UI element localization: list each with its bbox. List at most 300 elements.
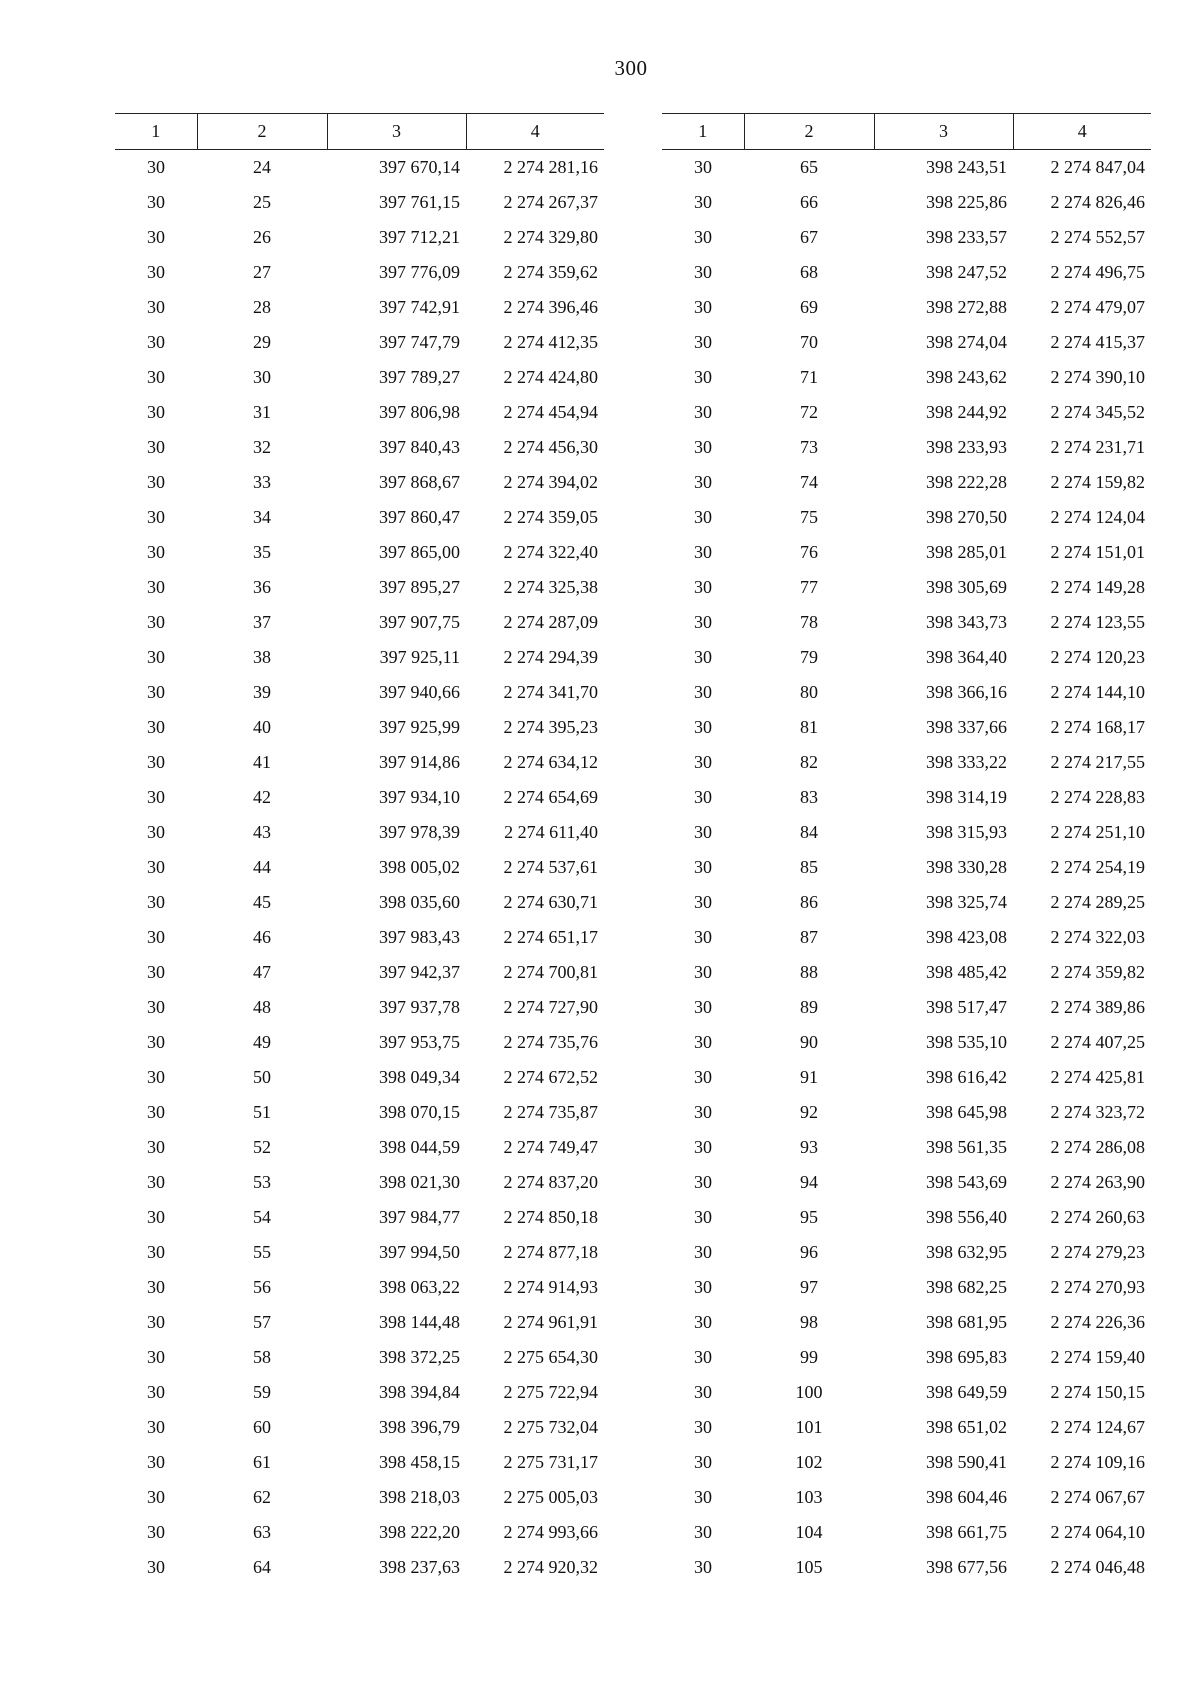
table-row <box>662 1305 1151 1340</box>
table-row <box>115 640 604 675</box>
cell-col-2: 30 <box>253 367 271 387</box>
cell-col-3: 397 934,10 <box>379 787 460 807</box>
header-row <box>662 114 1151 150</box>
table-body-right <box>662 150 1151 1586</box>
cell-col-4: 2 274 159,82 <box>1050 472 1145 492</box>
cell-col-1: 30 <box>694 507 712 527</box>
table-row <box>115 850 604 885</box>
cell-col-2: 24 <box>253 157 271 177</box>
cell-col-1: 30 <box>147 647 165 667</box>
cell-col-3: 398 225,86 <box>926 192 1007 212</box>
cell-col-2: 60 <box>253 1417 271 1437</box>
cell-col-3: 397 776,09 <box>379 262 460 282</box>
column-header-1: 1 <box>662 114 744 150</box>
cell-col-1: 30 <box>694 822 712 842</box>
table-row <box>115 465 604 500</box>
cell-col-3: 398 458,15 <box>379 1452 460 1472</box>
table-row <box>115 1375 604 1410</box>
cell-col-3: 398 556,40 <box>926 1207 1007 1227</box>
cell-col-2: 104 <box>795 1522 823 1542</box>
cell-col-4: 2 274 611,40 <box>504 822 598 842</box>
cell-col-4: 2 274 124,04 <box>1050 507 1145 527</box>
cell-col-3: 397 978,39 <box>379 822 460 842</box>
cell-col-3: 397 865,00 <box>379 542 460 562</box>
cell-col-2: 100 <box>795 1382 823 1402</box>
cell-col-2: 92 <box>800 1102 818 1122</box>
cell-col-1: 30 <box>147 612 165 632</box>
cell-col-3: 398 661,75 <box>926 1522 1007 1542</box>
cell-col-2: 65 <box>800 157 818 177</box>
cell-col-3: 397 983,43 <box>379 927 460 947</box>
cell-col-4: 2 274 920,32 <box>503 1557 598 1577</box>
cell-col-4: 2 274 672,52 <box>503 1067 598 1087</box>
cell-col-4: 2 274 993,66 <box>503 1522 598 1542</box>
table-row <box>662 1095 1151 1130</box>
cell-col-4: 2 274 456,30 <box>503 437 598 457</box>
cell-col-3: 398 243,62 <box>926 367 1007 387</box>
cell-col-2: 90 <box>800 1032 818 1052</box>
table-row <box>662 1340 1151 1375</box>
cell-col-2: 59 <box>253 1382 271 1402</box>
table-row <box>115 1480 604 1515</box>
table-row <box>115 710 604 745</box>
cell-col-4: 2 274 217,55 <box>1050 752 1145 772</box>
cell-col-1: 30 <box>694 332 712 352</box>
cell-col-4: 2 274 425,81 <box>1050 1067 1145 1087</box>
table-row <box>662 500 1151 535</box>
cell-col-3: 398 005,02 <box>379 857 460 877</box>
cell-col-4: 2 274 294,39 <box>503 647 598 667</box>
cell-col-1: 30 <box>694 297 712 317</box>
cell-col-3: 397 940,66 <box>379 682 460 702</box>
cell-col-4: 2 274 109,16 <box>1050 1452 1145 1472</box>
cell-col-3: 398 044,59 <box>379 1137 460 1157</box>
cell-col-3: 397 895,27 <box>379 577 460 597</box>
cell-col-2: 62 <box>253 1487 271 1507</box>
header-row <box>115 114 604 150</box>
table-row <box>662 1515 1151 1550</box>
table-row <box>115 1305 604 1340</box>
cell-col-3: 398 285,01 <box>926 542 1007 562</box>
cell-col-3: 398 396,79 <box>379 1417 460 1437</box>
cell-col-3: 397 925,11 <box>379 647 460 667</box>
cell-col-2: 69 <box>800 297 818 317</box>
table-row <box>115 1410 604 1445</box>
cell-col-1: 30 <box>147 1277 165 1297</box>
cell-col-1: 30 <box>694 1137 712 1157</box>
cell-col-4: 2 274 286,08 <box>1050 1137 1145 1157</box>
cell-col-4: 2 274 407,25 <box>1050 1032 1145 1052</box>
cell-col-4: 2 274 630,71 <box>503 892 598 912</box>
table-row <box>662 290 1151 325</box>
table-row <box>115 1550 604 1585</box>
cell-col-1: 30 <box>694 437 712 457</box>
cell-col-2: 82 <box>800 752 818 772</box>
cell-col-1: 30 <box>147 507 165 527</box>
table-row <box>115 1515 604 1550</box>
cell-col-1: 30 <box>694 1487 712 1507</box>
cell-col-1: 30 <box>694 157 712 177</box>
table-row <box>662 640 1151 675</box>
cell-col-1: 30 <box>147 577 165 597</box>
table-row <box>115 1095 604 1130</box>
table-row <box>115 535 604 570</box>
cell-col-4: 2 275 654,30 <box>503 1347 598 1367</box>
cell-col-2: 56 <box>253 1277 271 1297</box>
cell-col-4: 2 274 651,17 <box>503 927 598 947</box>
table-row <box>662 780 1151 815</box>
cell-col-2: 25 <box>253 192 271 212</box>
table-row <box>662 990 1151 1025</box>
cell-col-3: 398 237,63 <box>379 1557 460 1577</box>
table-row <box>115 815 604 850</box>
cell-col-4: 2 274 263,90 <box>1050 1172 1145 1192</box>
cell-col-2: 57 <box>253 1312 271 1332</box>
cell-col-1: 30 <box>147 682 165 702</box>
cell-col-2: 81 <box>800 717 818 737</box>
cell-col-2: 91 <box>800 1067 818 1087</box>
table-row <box>115 920 604 955</box>
cell-col-1: 30 <box>147 437 165 457</box>
cell-col-2: 101 <box>795 1417 823 1437</box>
cell-col-1: 30 <box>694 1277 712 1297</box>
table-row <box>115 1130 604 1165</box>
cell-col-3: 397 742,91 <box>379 297 460 317</box>
cell-col-3: 398 651,02 <box>926 1417 1007 1437</box>
cell-col-1: 30 <box>147 1067 165 1087</box>
cell-col-4: 2 275 005,03 <box>503 1487 598 1507</box>
cell-col-2: 48 <box>253 997 271 1017</box>
cell-col-3: 398 222,20 <box>379 1522 460 1542</box>
cell-col-4: 2 274 847,04 <box>1050 157 1145 177</box>
cell-col-2: 84 <box>800 822 818 842</box>
table-row <box>662 1445 1151 1480</box>
table-row <box>662 465 1151 500</box>
cell-col-4: 2 274 877,18 <box>503 1242 598 1262</box>
cell-col-3: 398 272,88 <box>926 297 1007 317</box>
cell-col-2: 55 <box>253 1242 271 1262</box>
cell-col-2: 99 <box>800 1347 818 1367</box>
cell-col-1: 30 <box>694 892 712 912</box>
column-header-4: 4 <box>466 114 604 150</box>
cell-col-2: 31 <box>253 402 271 422</box>
cell-col-4: 2 274 329,80 <box>503 227 598 247</box>
table-row <box>662 1410 1151 1445</box>
cell-col-3: 398 315,93 <box>926 822 1007 842</box>
table-row <box>662 850 1151 885</box>
table-row <box>115 570 604 605</box>
table-row <box>115 1235 604 1270</box>
cell-col-2: 97 <box>800 1277 818 1297</box>
cell-col-1: 30 <box>694 1452 712 1472</box>
table-row <box>662 185 1151 220</box>
cell-col-3: 398 695,83 <box>926 1347 1007 1367</box>
cell-col-4: 2 274 837,20 <box>503 1172 598 1192</box>
cell-col-2: 38 <box>253 647 271 667</box>
cell-col-2: 67 <box>800 227 818 247</box>
cell-col-1: 30 <box>147 262 165 282</box>
table-row <box>115 1165 604 1200</box>
cell-col-1: 30 <box>147 927 165 947</box>
cell-col-2: 47 <box>253 962 271 982</box>
cell-col-2: 44 <box>253 857 271 877</box>
cell-col-2: 63 <box>253 1522 271 1542</box>
table-row <box>662 1480 1151 1515</box>
cell-col-1: 30 <box>694 752 712 772</box>
cell-col-4: 2 274 727,90 <box>503 997 598 1017</box>
cell-col-3: 398 682,25 <box>926 1277 1007 1297</box>
cell-col-3: 398 233,57 <box>926 227 1007 247</box>
cell-col-1: 30 <box>147 1452 165 1472</box>
cell-col-4: 2 274 123,55 <box>1050 612 1145 632</box>
cell-col-4: 2 274 961,91 <box>503 1312 598 1332</box>
table-row <box>662 535 1151 570</box>
cell-col-3: 398 372,25 <box>379 1347 460 1367</box>
cell-col-2: 54 <box>253 1207 271 1227</box>
cell-col-1: 30 <box>147 1172 165 1192</box>
table-row <box>115 1200 604 1235</box>
cell-col-3: 397 840,43 <box>379 437 460 457</box>
cell-col-2: 78 <box>800 612 818 632</box>
cell-col-3: 398 645,98 <box>926 1102 1007 1122</box>
cell-col-1: 30 <box>694 1347 712 1367</box>
cell-col-2: 35 <box>253 542 271 562</box>
table-row <box>662 1270 1151 1305</box>
cell-col-3: 397 907,75 <box>379 612 460 632</box>
cell-col-2: 36 <box>253 577 271 597</box>
cell-col-2: 87 <box>800 927 818 947</box>
table-row <box>662 1130 1151 1165</box>
cell-col-2: 88 <box>800 962 818 982</box>
cell-col-2: 58 <box>253 1347 271 1367</box>
cell-col-4: 2 274 150,15 <box>1050 1382 1145 1402</box>
table-row <box>662 1550 1151 1585</box>
cell-col-4: 2 274 322,40 <box>503 542 598 562</box>
cell-col-3: 398 314,19 <box>926 787 1007 807</box>
cell-col-4: 2 275 732,04 <box>503 1417 598 1437</box>
column-header-1: 1 <box>115 114 197 150</box>
cell-col-2: 103 <box>795 1487 823 1507</box>
table-row <box>662 430 1151 465</box>
cell-col-2: 96 <box>800 1242 818 1262</box>
cell-col-2: 79 <box>800 647 818 667</box>
cell-col-1: 30 <box>147 1522 165 1542</box>
cell-col-3: 398 517,47 <box>926 997 1007 1017</box>
cell-col-3: 398 649,59 <box>926 1382 1007 1402</box>
cell-col-2: 42 <box>253 787 271 807</box>
table-row <box>662 150 1151 186</box>
cell-col-4: 2 274 260,63 <box>1050 1207 1145 1227</box>
cell-col-3: 398 247,52 <box>926 262 1007 282</box>
cell-col-1: 30 <box>147 787 165 807</box>
cell-col-1: 30 <box>147 542 165 562</box>
cell-col-1: 30 <box>147 1382 165 1402</box>
table-row <box>115 290 604 325</box>
cell-col-3: 398 305,69 <box>926 577 1007 597</box>
cell-col-3: 398 270,50 <box>926 507 1007 527</box>
table-row <box>662 360 1151 395</box>
cell-col-2: 76 <box>800 542 818 562</box>
cell-col-4: 2 274 325,38 <box>503 577 598 597</box>
cell-col-4: 2 275 731,17 <box>503 1452 598 1472</box>
cell-col-3: 397 953,75 <box>379 1032 460 1052</box>
cell-col-1: 30 <box>694 1102 712 1122</box>
cell-col-1: 30 <box>147 1417 165 1437</box>
cell-col-1: 30 <box>147 1557 165 1577</box>
cell-col-3: 398 543,69 <box>926 1172 1007 1192</box>
table-row <box>115 325 604 360</box>
cell-col-4: 2 274 394,02 <box>503 472 598 492</box>
column-header-2: 2 <box>744 114 874 150</box>
coordinates-table-left <box>115 113 604 1585</box>
cell-col-4: 2 274 159,40 <box>1050 1347 1145 1367</box>
cell-col-1: 30 <box>147 332 165 352</box>
cell-col-4: 2 275 722,94 <box>503 1382 598 1402</box>
cell-col-3: 397 789,27 <box>379 367 460 387</box>
cell-col-2: 70 <box>800 332 818 352</box>
cell-col-4: 2 274 323,72 <box>1050 1102 1145 1122</box>
cell-col-2: 29 <box>253 332 271 352</box>
table-row <box>115 220 604 255</box>
cell-col-4: 2 274 279,23 <box>1050 1242 1145 1262</box>
cell-col-4: 2 274 067,67 <box>1050 1487 1145 1507</box>
cell-col-4: 2 274 735,76 <box>503 1032 598 1052</box>
cell-col-1: 30 <box>694 612 712 632</box>
cell-col-4: 2 274 424,80 <box>503 367 598 387</box>
cell-col-1: 30 <box>694 1032 712 1052</box>
cell-col-4: 2 274 270,93 <box>1050 1277 1145 1297</box>
cell-col-2: 41 <box>253 752 271 772</box>
table-row <box>115 360 604 395</box>
cell-col-2: 74 <box>800 472 818 492</box>
cell-col-4: 2 274 496,75 <box>1050 262 1145 282</box>
cell-col-4: 2 274 700,81 <box>503 962 598 982</box>
cell-col-2: 64 <box>253 1557 271 1577</box>
table-row <box>662 1200 1151 1235</box>
cell-col-4: 2 274 454,94 <box>503 402 598 422</box>
cell-col-2: 86 <box>800 892 818 912</box>
cell-col-1: 30 <box>694 857 712 877</box>
cell-col-4: 2 274 826,46 <box>1050 192 1145 212</box>
cell-col-2: 98 <box>800 1312 818 1332</box>
cell-col-1: 30 <box>147 1347 165 1367</box>
cell-col-1: 30 <box>694 997 712 1017</box>
cell-col-1: 30 <box>694 1417 712 1437</box>
table-row <box>662 955 1151 990</box>
table-row <box>115 500 604 535</box>
cell-col-1: 30 <box>694 1172 712 1192</box>
cell-col-4: 2 274 345,52 <box>1050 402 1145 422</box>
cell-col-2: 83 <box>800 787 818 807</box>
cell-col-1: 30 <box>694 927 712 947</box>
cell-col-3: 398 604,46 <box>926 1487 1007 1507</box>
cell-col-2: 33 <box>253 472 271 492</box>
cell-col-2: 102 <box>795 1452 823 1472</box>
table-row <box>662 570 1151 605</box>
cell-col-2: 45 <box>253 892 271 912</box>
cell-col-1: 30 <box>694 402 712 422</box>
cell-col-2: 95 <box>800 1207 818 1227</box>
table-row <box>662 255 1151 290</box>
cell-col-2: 37 <box>253 612 271 632</box>
cell-col-3: 398 632,95 <box>926 1242 1007 1262</box>
cell-col-3: 398 274,04 <box>926 332 1007 352</box>
cell-col-1: 30 <box>694 1207 712 1227</box>
cell-col-1: 30 <box>147 892 165 912</box>
cell-col-4: 2 274 537,61 <box>503 857 598 877</box>
cell-col-1: 30 <box>147 227 165 247</box>
table-row <box>115 675 604 710</box>
table-row <box>662 745 1151 780</box>
cell-col-3: 398 222,28 <box>926 472 1007 492</box>
cell-col-2: 71 <box>800 367 818 387</box>
cell-col-2: 27 <box>253 262 271 282</box>
cell-col-4: 2 274 254,19 <box>1050 857 1145 877</box>
cell-col-3: 397 994,50 <box>379 1242 460 1262</box>
cell-col-1: 30 <box>694 647 712 667</box>
cell-col-4: 2 274 064,10 <box>1050 1522 1145 1542</box>
cell-col-1: 30 <box>147 1102 165 1122</box>
cell-col-3: 397 942,37 <box>379 962 460 982</box>
cell-col-3: 397 925,99 <box>379 717 460 737</box>
coordinates-table-right <box>662 113 1151 1585</box>
cell-col-4: 2 274 267,37 <box>503 192 598 212</box>
cell-col-1: 30 <box>694 1522 712 1542</box>
cell-col-2: 94 <box>800 1172 818 1192</box>
cell-col-1: 30 <box>694 577 712 597</box>
cell-col-3: 398 070,15 <box>379 1102 460 1122</box>
cell-col-4: 2 274 251,10 <box>1050 822 1145 842</box>
cell-col-4: 2 274 151,01 <box>1050 542 1145 562</box>
cell-col-4: 2 274 359,62 <box>503 262 598 282</box>
table-row <box>662 1060 1151 1095</box>
table-row <box>115 990 604 1025</box>
cell-col-4: 2 274 634,12 <box>503 752 598 772</box>
cell-col-4: 2 274 749,47 <box>503 1137 598 1157</box>
table-row <box>662 885 1151 920</box>
cell-col-4: 2 274 914,93 <box>503 1277 598 1297</box>
cell-col-3: 398 337,66 <box>926 717 1007 737</box>
cell-col-1: 30 <box>147 1487 165 1507</box>
cell-col-1: 30 <box>147 1137 165 1157</box>
cell-col-1: 30 <box>147 472 165 492</box>
cell-col-2: 40 <box>253 717 271 737</box>
page-number: 300 <box>614 56 648 80</box>
column-header-3: 3 <box>874 114 1013 150</box>
cell-col-2: 51 <box>253 1102 271 1122</box>
cell-col-4: 2 274 322,03 <box>1050 927 1145 947</box>
cell-col-3: 398 590,41 <box>926 1452 1007 1472</box>
cell-col-3: 398 330,28 <box>926 857 1007 877</box>
cell-col-1: 30 <box>694 1312 712 1332</box>
cell-col-3: 398 616,42 <box>926 1067 1007 1087</box>
table-row <box>662 1025 1151 1060</box>
cell-col-3: 397 937,78 <box>379 997 460 1017</box>
cell-col-1: 30 <box>694 717 712 737</box>
cell-col-2: 93 <box>800 1137 818 1157</box>
cell-col-3: 397 761,15 <box>379 192 460 212</box>
table-row <box>115 955 604 990</box>
table-row <box>662 1165 1151 1200</box>
table-row <box>115 395 604 430</box>
cell-col-1: 30 <box>147 367 165 387</box>
cell-col-1: 30 <box>694 1242 712 1262</box>
cell-col-1: 30 <box>694 227 712 247</box>
cell-col-4: 2 274 412,35 <box>503 332 598 352</box>
cell-col-1: 30 <box>694 682 712 702</box>
cell-col-1: 30 <box>694 787 712 807</box>
cell-col-3: 398 035,60 <box>379 892 460 912</box>
